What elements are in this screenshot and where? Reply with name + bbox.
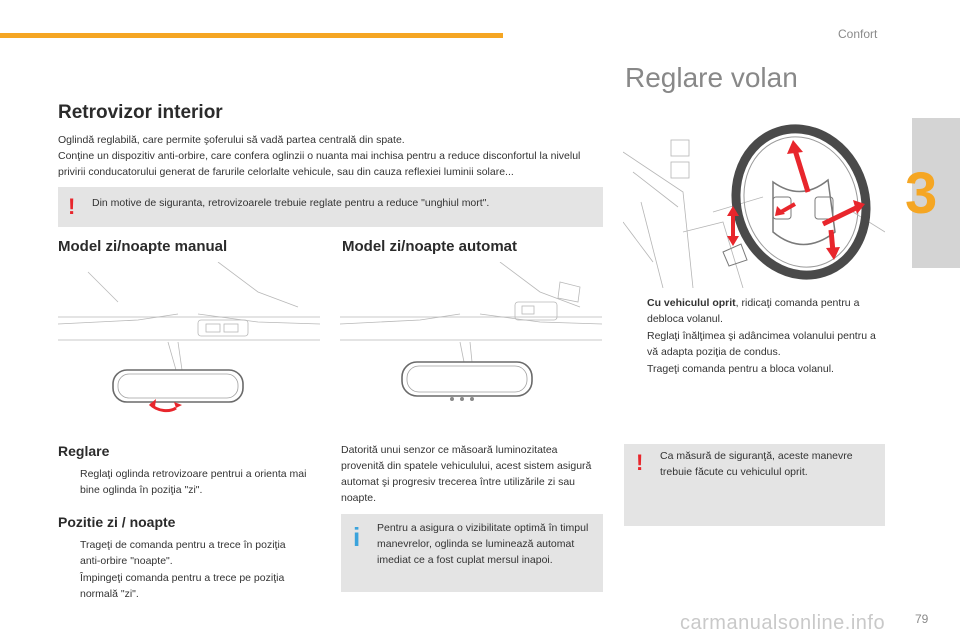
warning-icon: !	[68, 194, 76, 219]
manual-mirror-illustration	[58, 262, 320, 430]
steering-list	[625, 296, 885, 380]
subtitle-automatic: Model zi/noapte automat	[342, 238, 518, 255]
subtitle-manual: Model zi/noapte manual	[58, 238, 228, 255]
subtitle-pozitie: Pozitie zi / noapte	[58, 514, 176, 530]
automatic-description: Datorită unui senzor ce măsoară luminozitatea provenită din spatele vehiculului, acest sistem asigură automat şi progresiv trecerea între utilizările zi sau noapte.	[341, 444, 592, 504]
list-item: Trageţi comanda pentru a bloca volanul.	[647, 363, 834, 375]
list-item: Cu vehiculul oprit, ridicaţi comanda pentru a debloca volanul.	[647, 297, 860, 325]
warning-icon: !	[636, 450, 644, 475]
steering-wheel-illustration	[623, 112, 885, 288]
intro-line-1: Oglindă reglabilă, care permite şoferului să vadă partea centrală din spate.	[58, 134, 405, 146]
automatic-mirror-illustration	[340, 262, 602, 430]
list-item: Împingeţi comanda pentru a trece pe poziţia normală "zi".	[80, 572, 285, 600]
list-item: Trageţi de comanda pentru a trece în poziţia anti-orbire "noapte".	[80, 539, 286, 567]
intro-line-2: Conţine un dispozitiv anti-orbire, care confera oglinzii o nuanta mai inchisa pentru a reduce disconfortul la nivelul privirii conducatorului generat de farurile celorlalte vehicule, sau din cauza reflexiei luminii solare...	[58, 150, 581, 178]
header-title: Confort	[838, 27, 878, 41]
intro-text	[58, 132, 603, 180]
info-text: Pentru a asigura o vizibilitate optimă în timpul manevrelor, oglinda se luminează automat imediat ce a fost cuplat mersul inapoi.	[377, 522, 589, 566]
warning-box-mirror	[58, 187, 603, 227]
pozitie-list	[58, 538, 308, 604]
warning-box-steering	[624, 444, 885, 526]
info-box-reverse	[341, 514, 603, 592]
reglare-list	[58, 467, 308, 500]
warning-text: Din motive de siguranta, retrovizoarele trebuie reglate pentru a reduce "unghiul mort".	[92, 197, 490, 209]
info-icon: i	[353, 522, 361, 552]
watermark: carmanualsonline.info	[680, 612, 886, 634]
top-accent-bar	[0, 33, 503, 38]
subtitle-reglare: Reglare	[58, 443, 110, 459]
list-item: Reglaţi înălţimea şi adâncimea volanului pentru a vă adapta poziţia de condus.	[647, 330, 876, 358]
page-number: 79	[915, 612, 929, 626]
section-title-steering: Reglare volan	[625, 62, 798, 93]
chapter-number: 3	[905, 161, 938, 226]
list-item: Reglaţi oglinda retrovizoare pentrui a orienta mai bine oglinda în poziţia "zi".	[80, 468, 307, 496]
section-title-mirror: Retrovizor interior	[58, 102, 223, 123]
warning-text: Ca măsură de siguranţă, aceste manevre trebuie făcute cu vehiculul oprit.	[660, 450, 853, 478]
